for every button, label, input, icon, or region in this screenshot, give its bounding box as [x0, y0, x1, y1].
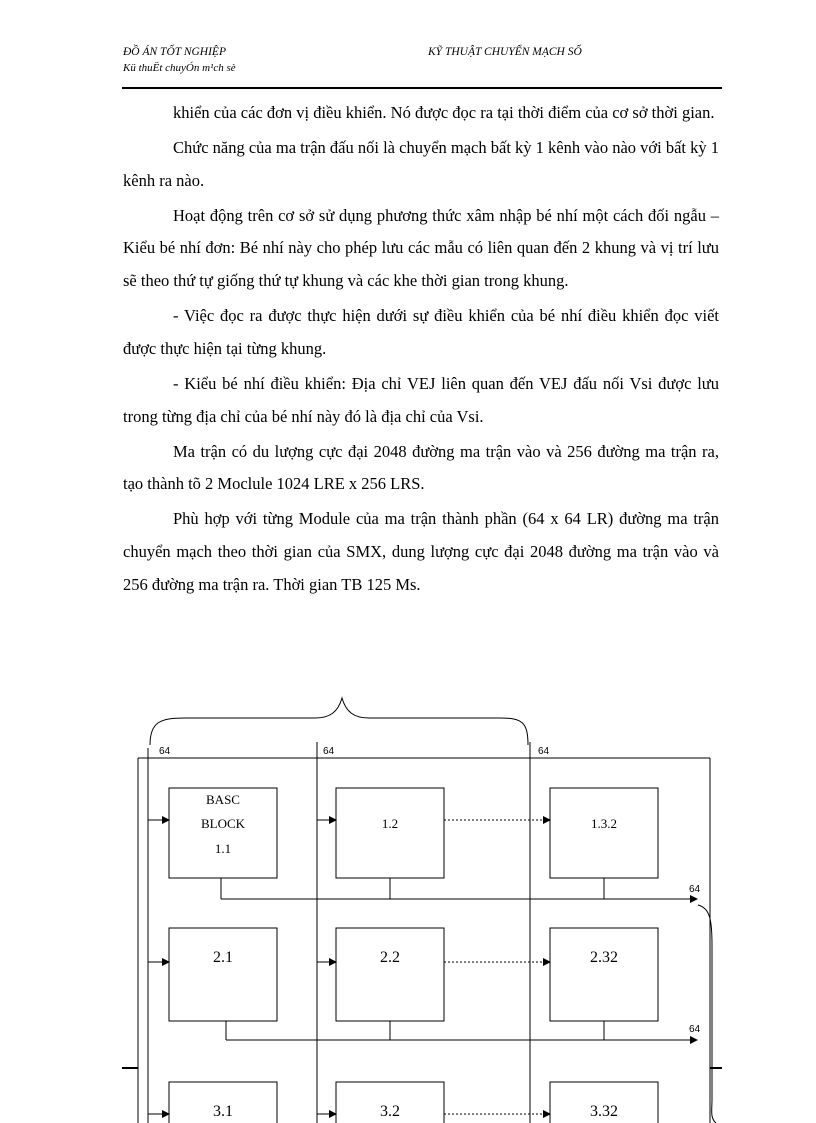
block-2-1: [169, 928, 277, 1021]
block-1-1-line2: BLOCK: [200, 816, 246, 831]
block-1-32-label: 1.3.2: [591, 816, 617, 831]
paragraph-4: - Việc đọc ra được thực hiện dưới sự điều khiển của bé nhí điều khiển đọc viết được thực hiện tại từng khung.: [123, 306, 719, 358]
block-1-32: [550, 788, 658, 878]
paragraph-3: Hoạt động trên cơ sở sử dụng phương thức xâm nhập bé nhí một cách đối ngẫu – Kiểu bé nhí đơn: Bé nhí này cho phép lưu các mẫu có liên quan đến 2 khung và vị trí lưu sẽ theo thứ tự giống thứ tự khung và các khe thời gian trong khung.: [123, 205, 719, 291]
block-1-2-label: 1.2: [381, 816, 399, 831]
paragraph-1: khiển của các đơn vị điều khiển. Nó được đọc ra tại thời điểm của cơ sở thời gian.: [173, 103, 715, 122]
header-subtitle-left: Kü thuËt chuyÓn m¹ch sè: [123, 62, 236, 74]
block-2-2-label: 2.2: [380, 949, 400, 966]
block-2-1-label: 2.1: [213, 949, 233, 966]
block-1-2: [336, 788, 444, 878]
block-2-2: [336, 928, 444, 1021]
header-title-right: KỸ THUẬT CHUYỂN MẠCH SỐ: [428, 46, 582, 58]
block-3-1-label: 3.1: [213, 1103, 233, 1120]
block-3-32-label: 3.32: [590, 1103, 618, 1120]
block-1-1-line3: 1.1: [214, 841, 232, 856]
paragraph-2: Chức năng của ma trận đấu nối là chuyển mạch bất kỳ 1 kênh vào nào với bất kỳ 1 kênh ra nào.: [123, 138, 719, 190]
paragraph-5: - Kiểu bé nhí điều khiển: Địa chỉ VEJ liên quan đến VEJ đấu nối Vsi được lưu trong từng địa chỉ của bé nhí này đó là địa chỉ của Vsi.: [123, 373, 719, 426]
paragraph-6: Ma trận có du lượng cực đại 2048 đường ma trận vào và 256 đường ma trận ra, tạo thành tõ 2 Moclule 1024 LRE x 256 LRS.: [123, 441, 719, 494]
block-1-1-line1: BASC: [206, 792, 240, 807]
bus-label-2: 64: [323, 746, 335, 757]
header-title-left: ĐỒ ÁN TỐT NGHIỆP: [123, 46, 226, 58]
block-3-2-label: 3.2: [380, 1103, 400, 1120]
top-brace: [150, 698, 528, 745]
output-label-1: 64: [689, 884, 701, 895]
bus-label-1: 64: [159, 746, 171, 757]
paragraph-7: Phù hợp với từng Module của ma trận thành phần (64 x 64 LR) đường ma trận chuyển mạch theo thời gian của SMX, dung lượng cực đại 2048 đường ma trận vào và 256 đường ma trận ra. Thời gian TB 125 Ms.: [123, 509, 719, 594]
block-2-32: [550, 928, 658, 1021]
bus-label-3: 64: [538, 746, 550, 757]
right-brace: [698, 905, 716, 1123]
block-2-32-label: 2.32: [590, 949, 618, 966]
output-label-2: 64: [689, 1024, 701, 1035]
